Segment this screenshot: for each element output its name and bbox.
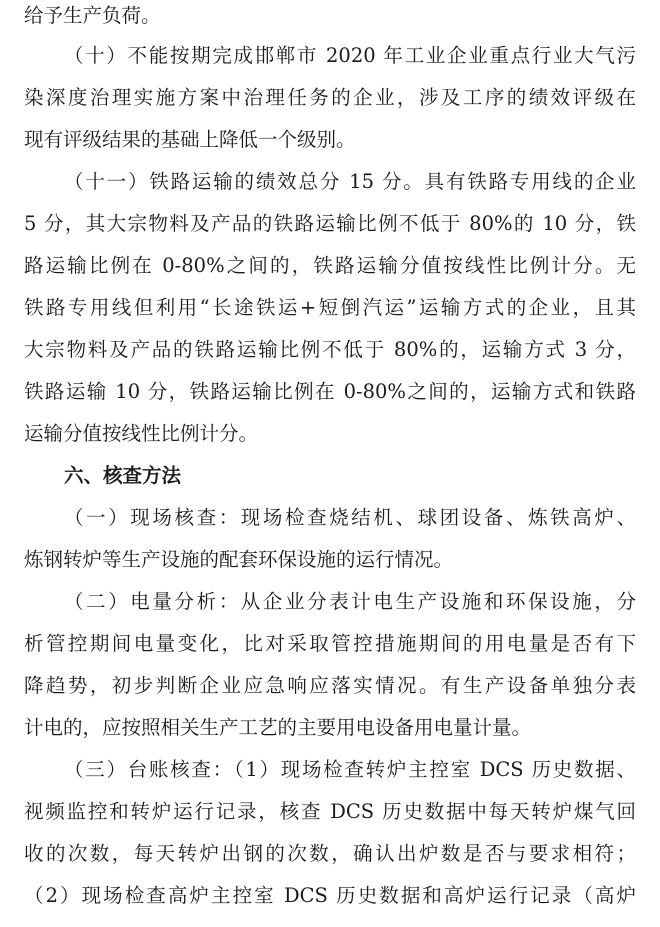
text-line: 铁路专用线但利用“长途铁运+短倒汽运”运输方式的企业，且其 bbox=[24, 296, 636, 319]
text-line: 5 分，其大宗物料及产品的铁路运输比例不低于 80%的 10 分，铁 bbox=[24, 212, 636, 235]
text-line: 路运输比例在 0-80%之间的，铁路运输分值按线性比例计分。无 bbox=[24, 254, 636, 277]
text-line: 染深度治理实施方案中治理任务的企业，涉及工序的绩效评级在 bbox=[24, 86, 636, 109]
paragraph-first-line: （十一）铁路运输的绩效总分 15 分。具有铁路专用线的企业 bbox=[64, 170, 636, 193]
text-line: 收的次数，每天转炉出钢的次数，确认出炉数是否与要求相符； bbox=[24, 842, 636, 865]
text-line: 计电的，应按照相关生产工艺的主要用电设备用电量计量。 bbox=[24, 716, 532, 739]
paragraph-first-line: （二）电量分析：从企业分表计电生产设施和环保设施，分 bbox=[64, 590, 636, 613]
paragraph-first-line: （一）现场核查：现场检查烧结机、球团设备、炼铁高炉、 bbox=[64, 506, 636, 529]
text-line: 给予生产负荷。 bbox=[24, 4, 161, 27]
text-line: 运输分值按线性比例计分。 bbox=[24, 422, 259, 445]
text-line: 降趋势，初步判断企业应急响应落实情况。有生产设备单独分表 bbox=[24, 674, 636, 697]
paragraph-first-line: （三）台账核查：（1）现场检查转炉主控室 DCS 历史数据、 bbox=[64, 758, 636, 781]
text-line: 铁路运输 10 分，铁路运输比例在 0-80%之间的，运输方式和铁路 bbox=[24, 380, 636, 403]
section-heading: 六、核查方法 bbox=[64, 464, 182, 487]
text-line: （2）现场检查高炉主控室 DCS 历史数据和高炉运行记录（高炉 bbox=[24, 884, 636, 907]
text-line: 析管控期间电量变化，比对采取管控措施期间的用电量是否有下 bbox=[24, 632, 636, 655]
text-line: 视频监控和转炉运行记录，核查 DCS 历史数据中每天转炉煤气回 bbox=[24, 800, 636, 823]
text-line: 大宗物料及产品的铁路运输比例不低于 80%的，运输方式 3 分， bbox=[24, 338, 636, 361]
paragraph-first-line: （十）不能按期完成邯郸市 2020 年工业企业重点行业大气污 bbox=[64, 44, 636, 67]
text-line: 炼钢转炉等生产设施的配套环保设施的运行情况。 bbox=[24, 548, 454, 571]
text-line: 现有评级结果的基础上降低一个级别。 bbox=[24, 128, 356, 151]
